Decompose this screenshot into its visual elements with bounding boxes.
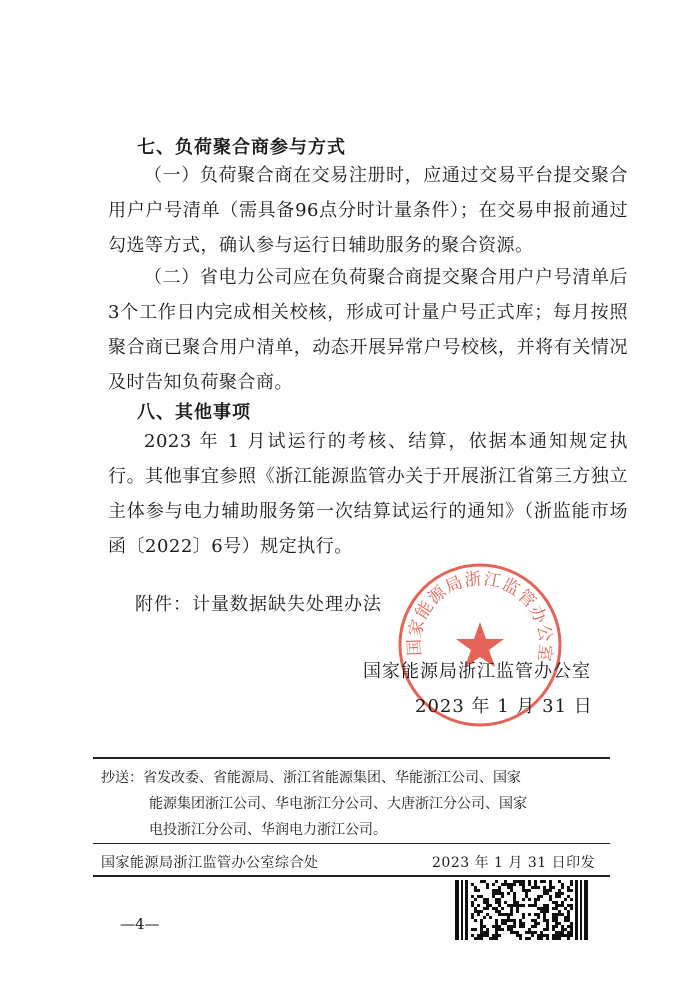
footer-top-rule — [93, 843, 610, 844]
attachment-line: 附件：计量数据缺失处理办法 — [135, 594, 382, 615]
page-number: —4— — [120, 915, 160, 933]
cc-row-1 — [101, 765, 611, 791]
section-7-paragraph-2: （二）省电力公司应在负荷聚合商提交聚合用户户号清单后3个工作日内完成相关校核，形成可计量户号正式库；每月按照聚合商已聚合用户清单，动态开展异常户号校核，并将有关情况及时告知负荷聚合商。 — [108, 267, 628, 393]
issuer-name: 国家能源局浙江监管办公室 — [363, 661, 591, 682]
issue-date: 2023 年 1 月 31 日 — [415, 696, 593, 717]
section-7-heading: 七、负荷聚合商参与方式 — [137, 137, 346, 158]
cc-line-3: 电投浙江分公司、华润电力浙江公司。 — [149, 822, 387, 838]
section-8-heading: 八、其他事项 — [137, 402, 251, 423]
svg-text:国家能源局浙江监管办公室: 国家能源局浙江监管办公室 — [404, 569, 556, 664]
cc-top-rule — [93, 757, 610, 759]
barcode-icon — [455, 880, 590, 940]
footer-bottom-rule — [93, 875, 610, 877]
section-7-paragraph-1: （一）负荷聚合商在交易注册时，应通过交易平台提交聚合用户户号清单（需具备96点分时计量条件）；在交易申报前通过勾选等方式，确认参与运行日辅助服务的聚合资源。 — [108, 165, 628, 256]
footer-office: 国家能源局浙江监管办公室综合处 — [101, 855, 319, 871]
footer-print-date: 2023 年 1 月 31 日印发 — [432, 855, 596, 871]
section-8-paragraph-1: 2023 年 1 月试运行的考核、结算，依据本通知规定执行。其他事宜参照《浙江能源监管办关于开展浙江省第三方独立主体参与电力辅助服务第一次结算试运行的通知》（浙监能市场函〔2022〕6号）规定执行。 — [108, 431, 628, 557]
cc-block — [101, 765, 611, 843]
cc-line-1: 省发改委、省能源局、浙江省能源集团、华能浙江公司、国家 — [143, 770, 521, 786]
cc-line-2: 能源集团浙江公司、华电浙江分公司、大唐浙江分公司、国家 — [149, 796, 527, 812]
cc-label: 抄送： — [101, 770, 143, 786]
